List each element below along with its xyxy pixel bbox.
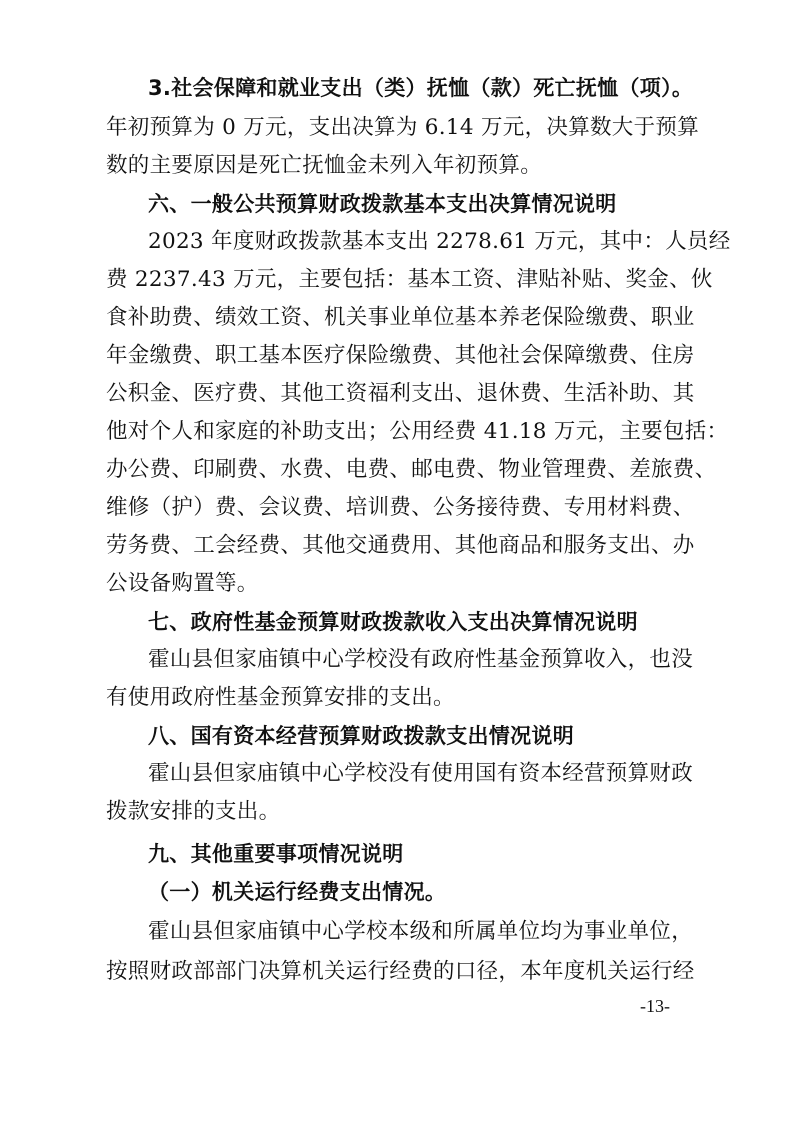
paragraph-line: 霍山县但家庙镇中心学校没有政府性基金预算收入，也没: [148, 647, 694, 672]
paragraph-line: 办公费、印刷费、水费、电费、邮电费、物业管理费、差旅费、: [106, 457, 717, 482]
paragraph-line: 公设备购置等。: [106, 571, 259, 596]
paragraph-line: 食补助费、绩效工资、机关事业单位基本养老保险缴费、职业: [106, 305, 695, 330]
paragraph-line: 有使用政府性基金预算安排的支出。: [106, 685, 455, 710]
paragraph-line: 费 2237.43 万元，主要包括：基本工资、津贴补贴、奖金、伙: [106, 267, 713, 292]
paragraph-line: 2023 年度财政拨款基本支出 2278.61 万元，其中：人员经: [148, 229, 731, 254]
subsection-heading-operating-expenses: （一）机关运行经费支出情况。: [148, 880, 447, 904]
paragraph-line: 拨款安排的支出。: [106, 799, 281, 824]
paragraph-line: 霍山县但家庙镇中心学校本级和所属单位均为事业单位，: [148, 919, 694, 944]
paragraph-line: 霍山县但家庙镇中心学校没有使用国有资本经营预算财政: [148, 761, 694, 786]
paragraph-line: 按照财政部部门决算机关运行经费的口径，本年度机关运行经: [106, 959, 695, 984]
page-number: -13-: [640, 996, 670, 1016]
paragraph-line: 公积金、医疗费、其他工资福利支出、退休费、生活补助、其: [106, 381, 695, 406]
section-heading-six: 六、一般公共预算财政拨款基本支出决算情况说明: [148, 192, 617, 216]
section-heading-seven: 七、政府性基金预算财政拨款收入支出决算情况说明: [148, 610, 638, 634]
paragraph-line: 他对个人和家庭的补助支出；公用经费 41.18 万元，主要包括：: [106, 419, 729, 444]
section-heading-nine: 九、其他重要事项情况说明: [148, 842, 404, 866]
paragraph-line: 年初预算为 0 万元，支出决算为 6.14 万元，决算数大于预算: [106, 115, 699, 140]
paragraph-line: 劳务费、工会经费、其他交通费用、其他商品和服务支出、办: [106, 533, 695, 558]
subsection-heading-social-security: 3.社会保障和就业支出（类）抚恤（款）死亡抚恤（项）。: [148, 76, 694, 100]
paragraph-line: 维修（护）费、会议费、培训费、公务接待费、专用材料费、: [106, 495, 695, 520]
paragraph-line: 年金缴费、职工基本医疗保险缴费、其他社会保障缴费、住房: [106, 343, 695, 368]
paragraph-line: 数的主要原因是死亡抚恤金未列入年初预算。: [106, 153, 543, 178]
section-heading-eight: 八、国有资本经营预算财政拨款支出情况说明: [148, 724, 574, 748]
